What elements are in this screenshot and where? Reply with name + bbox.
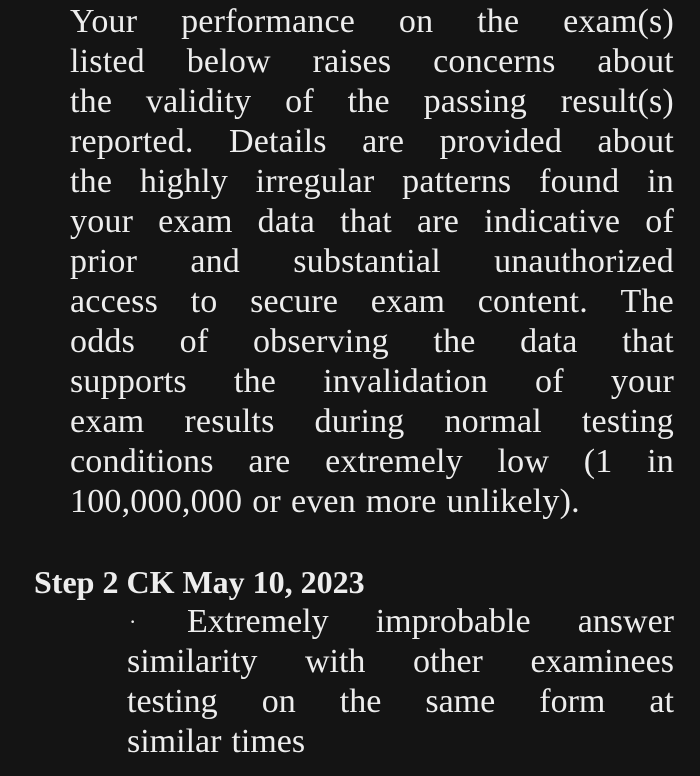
paragraph-line: your exam data that are indicative of <box>70 203 674 240</box>
paragraph-line: Your performance on the exam(s) <box>70 3 674 40</box>
paragraph-line: conditions are extremely low (1 in <box>70 443 674 480</box>
bullet-line <box>127 602 674 642</box>
bullet-item <box>127 602 674 762</box>
paragraph-line: access to secure exam content. The <box>70 283 674 320</box>
bullet-line: testing on the same form at <box>127 683 674 720</box>
paragraph-line: prior and substantial unauthorized <box>70 243 674 280</box>
notice-paragraph <box>70 2 674 522</box>
bullet-line: similarity with other examinees <box>127 643 674 680</box>
paragraph-line: the validity of the passing result(s) <box>70 83 674 120</box>
bullet-first-line-text: Extremely improbable answer <box>187 603 674 640</box>
paragraph-line: reported. Details are provided about <box>70 123 674 160</box>
bullet-line: similar times <box>127 723 306 760</box>
paragraph-line: 100,000,000 or even more unlikely). <box>70 483 580 520</box>
bullet-dot-icon: · <box>129 609 137 634</box>
section-heading: Step 2 CK May 10, 2023 <box>34 564 365 600</box>
paragraph-line: the highly irregular patterns found in <box>70 163 674 200</box>
paragraph-line: exam results during normal testing <box>70 403 674 440</box>
paragraph-line: listed below raises concerns about <box>70 43 674 80</box>
paragraph-line: supports the invalidation of your <box>70 363 674 400</box>
paragraph-line: odds of observing the data that <box>70 323 674 360</box>
